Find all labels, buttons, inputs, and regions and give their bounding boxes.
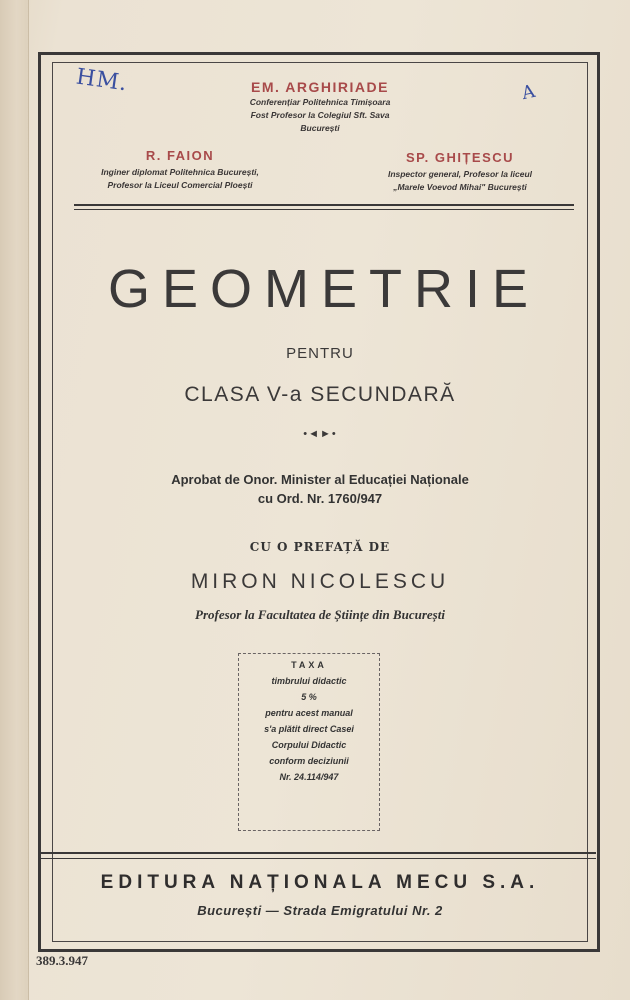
co-author-left bbox=[70, 148, 290, 192]
approval-line: Aprobat de Onor. Minister al Educației Naționale bbox=[171, 472, 469, 487]
book-title: GEOMETRIE bbox=[107, 259, 541, 319]
tax-line: 5 % bbox=[301, 692, 317, 702]
affiliation-line: „Marele Voevod Mihai" București bbox=[393, 182, 527, 192]
preface-intro: CU O PREFAȚĂ DE bbox=[249, 540, 391, 554]
tax-stamp-box bbox=[238, 653, 380, 831]
publisher-name: EDITURA NAȚIONALA MECU S.A. bbox=[100, 872, 540, 893]
affiliation-line: Conferențiar Politehnica Timișoara bbox=[249, 97, 391, 107]
affiliation-line: București bbox=[300, 123, 340, 133]
preface-author: MIRON NICOLESCU bbox=[190, 570, 450, 593]
tax-line: conform deciziunii bbox=[269, 756, 349, 766]
handwritten-note-left: HM. bbox=[74, 64, 130, 97]
publisher-address: București — Strada Emigratului Nr. 2 bbox=[197, 903, 443, 918]
affiliation-line: Fost Profesor la Colegiul Sft. Sava bbox=[250, 110, 390, 120]
subtitle: PENTRU bbox=[286, 345, 354, 362]
tax-line: s'a plătit direct Casei bbox=[264, 724, 354, 734]
print-code: 389.3.947 bbox=[36, 953, 88, 968]
divider-rule bbox=[40, 852, 596, 854]
co-author-right-name: SP. GHIȚESCU bbox=[405, 150, 515, 165]
tax-line: timbrului didactic bbox=[271, 676, 347, 686]
tax-heading: TAXA bbox=[291, 660, 327, 670]
book-spine bbox=[0, 0, 29, 1000]
divider-rule bbox=[74, 209, 574, 210]
approval-note bbox=[52, 470, 588, 508]
ornament: •◄►• bbox=[303, 428, 337, 440]
co-author-left-name: R. FAION bbox=[145, 148, 215, 163]
affiliation-line: Profesor la Liceul Comercial Ploești bbox=[107, 180, 253, 190]
tax-line: pentru acest manual bbox=[265, 708, 353, 718]
handwritten-note-right: A bbox=[519, 80, 538, 105]
divider-rule bbox=[40, 858, 596, 859]
main-author-name: EM. ARGHIRIADE bbox=[251, 79, 389, 95]
main-author-affiliation bbox=[52, 96, 588, 135]
approval-line: cu Ord. Nr. 1760/947 bbox=[257, 491, 383, 506]
grade-level: CLASA V-a SECUNDARĂ bbox=[184, 383, 456, 406]
tax-line: Corpului Didactic bbox=[271, 740, 347, 750]
preface-author-title: Profesor la Facultatea de Științe din București bbox=[195, 607, 445, 622]
divider-rule bbox=[74, 204, 574, 206]
affiliation-line: Inspector general, Profesor la liceul bbox=[387, 169, 533, 179]
affiliation-line: Inginer diplomat Politehnica București, bbox=[101, 167, 259, 177]
tax-line: Nr. 24.114/947 bbox=[279, 772, 339, 782]
co-author-right bbox=[340, 150, 580, 194]
